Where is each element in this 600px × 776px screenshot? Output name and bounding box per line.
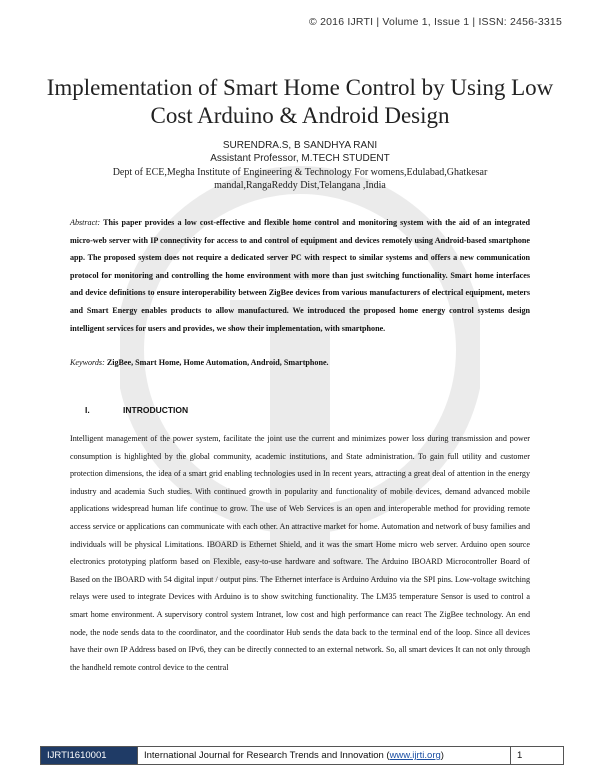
section-heading bbox=[85, 405, 188, 415]
author-designation: Assistant Professor, M.TECH STUDENT bbox=[210, 153, 390, 164]
footer-page-number: 1 bbox=[517, 750, 523, 761]
author-block bbox=[40, 139, 560, 165]
author-names: SURENDRA.S, B SANDHYA RANI bbox=[222, 140, 378, 151]
author-affiliation: Dept of ECE,Megha Institute of Engineering & Technology For womens,Edulabad,Ghatkesar mandal,RangaReddy Dist,Telangana ,India bbox=[112, 167, 488, 191]
keywords-text: ZigBee, Smart Home, Home Automation, Android, Smartphone. bbox=[106, 358, 329, 367]
keywords-label: Keywords: bbox=[70, 358, 105, 367]
keywords bbox=[70, 358, 530, 367]
introduction-paragraph: Intelligent management of the power system, facilitate the joint use the current and minimizes power loss during transmission and power consumption is highlighted by the global community, academic institutions, and State administration. To gain full utility and customer protection dimensions, the idea of a smart grid enabling technologies used in In recent years, attracting a great deal of attention in the energy industry and academia Such studies. With continued growth in popularity and functionality of mobile devices, demand advanced mobile applications widespread human life continue to grow. The use of Web Services is an open and interoperable method for providing remote access service or applications can communicate with each other. An attractive market for home. Automation and network of busy families and individuals will be physical Limitations. IBOARD is Ethernet Shield, and it was the smart Home micro web server. Arduino open source electronics prototyping platform based on Flexible, easy-to-use hardware and software. The Arduino IBOARD Microcontroller Board of Based on the IBOARD with 54 digital input / output pins. The Ethernet interface is Arduino Arduino via the SPI pins. Low-voltage switching relays were used to integrate Devices with Arduino is to show switching functionality. The LM35 temperature Sensor is used to control a smart home environment. A supervisory control system Intranet, low cost and high performance can react The ZigBee technology. An end node, the node sends data to the coordinator, and the coordinator Hub sends the data back to the terminal end of the loop. Since all devices have their own IP Address based on IPv6, they can be directly connected to an external network. So, all smart devices It can not only through the handheld remote control device to the central bbox=[70, 434, 530, 672]
footer-journal-name: International Journal for Research Trends and Innovation ( bbox=[144, 750, 390, 761]
footer-journal-close: ) bbox=[440, 750, 444, 761]
running-header: © 2016 IJRTI | Volume 1, Issue 1 | ISSN: 2456-3315 bbox=[309, 16, 562, 28]
footer-journal bbox=[138, 747, 511, 764]
abstract-text: This paper provides a low cost-effective and flexible home control and monitoring system with the aid of an integrated micro-web server with IP connectivity for access to and control of equipment and devices remotely using Android-based smartphone app. The proposed system does not require a dedicated server PC with respect to similar systems and offers a new communication protocol for monitoring and controlling the home environment with more than just switching functionality. Smart home interfaces and device definitions to ensure interoperability between ZigBee devices from various manufacturers of electrical equipment, meters and Smart Energy enables products to allow manufactured. We introduced the proposed home energy control systems design intelligent services for users and provides, we show their implementation, with smartphone. bbox=[70, 218, 530, 333]
journal-website-link[interactable]: www.ijrti.org bbox=[389, 750, 441, 761]
paper-title: Implementation of Smart Home Control by Using Low Cost Arduino & Android Design bbox=[46, 75, 554, 128]
section-title: INTRODUCTION bbox=[123, 405, 189, 415]
section-number: I. bbox=[85, 405, 90, 415]
abstract-label: Abstract: bbox=[70, 218, 101, 227]
abstract bbox=[70, 214, 530, 337]
footer-paper-id: IJRTI1610001 bbox=[41, 747, 138, 764]
page-footer bbox=[40, 746, 564, 765]
